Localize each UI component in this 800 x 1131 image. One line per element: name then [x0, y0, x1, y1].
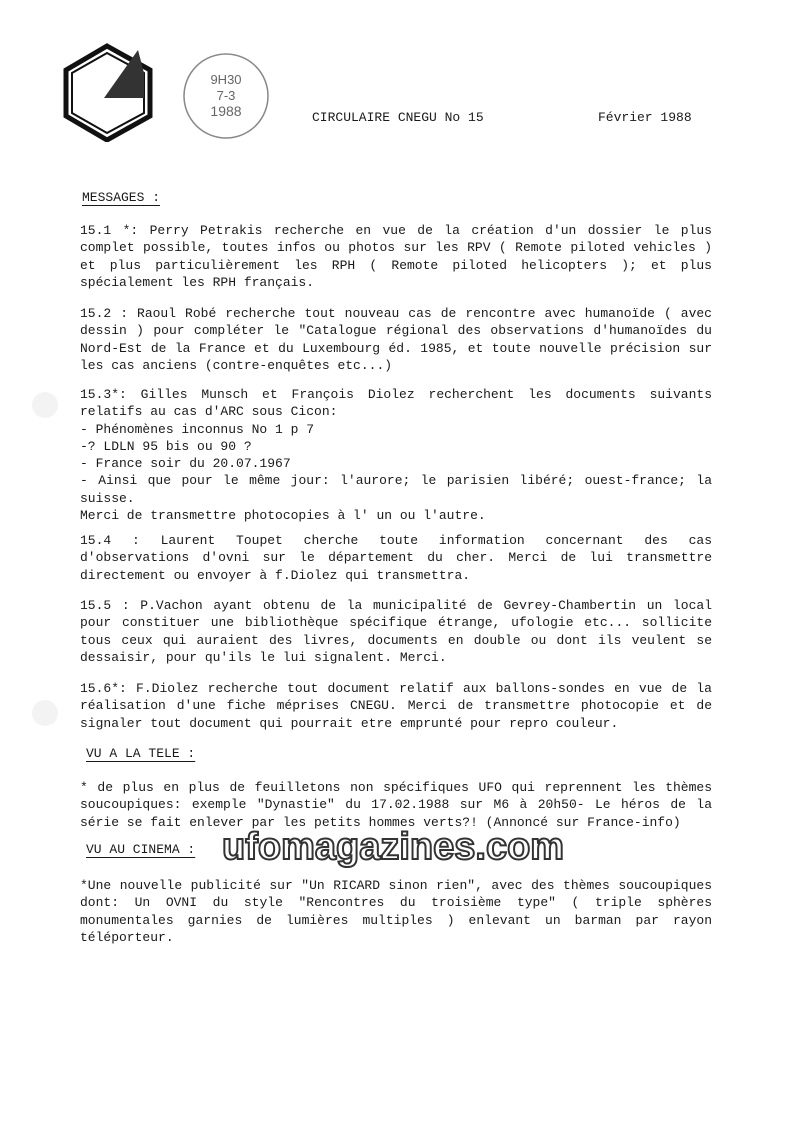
message-15-2 — [80, 305, 712, 374]
watermark: ufomagazines.com — [222, 826, 565, 868]
line: 15.6*: F.Diolez recherche tout document relatif aux ballons-sondes en vue de la — [80, 681, 712, 696]
line: monumentales garnies de lumières multiples ) enlevant un barman par rayon — [80, 912, 712, 928]
cinema-paragraph — [80, 877, 712, 946]
message-15-6 — [80, 680, 712, 732]
stamp-year: 1988 — [210, 103, 242, 119]
line: 15.2 : Raoul Robé recherche tout nouveau cas de rencontre avec humanoïde ( avec — [80, 306, 712, 321]
circular-title: CIRCULAIRE CNEGU No 15 — [312, 110, 484, 125]
line: Nord-Est de la France et du Luxembourg éd. 1985, et toute nouvelle précision sur — [80, 340, 712, 356]
tele-paragraph — [80, 779, 712, 831]
line: soucoupiques: exemple "Dynastie" du 17.02.1988 sur M6 à 20h50- Le héros de la — [80, 797, 712, 813]
message-15-1 — [80, 222, 712, 291]
line: -? LDLN 95 bis ou 90 ? — [80, 438, 252, 454]
line: les cas anciens (contre-enquêtes etc...) — [80, 357, 393, 373]
section-cinema: VU AU CINEMA : — [86, 842, 196, 857]
circular-date: Février 1988 — [598, 110, 692, 125]
message-15-4 — [80, 532, 712, 584]
line: Merci de transmettre photocopies à l' un ou l'autre. — [80, 508, 486, 524]
line: dessin ) pour compléter le "Catalogue régional des observations d'humanoïdes du — [80, 323, 712, 339]
line: d'observations d'ovni sur le département du cher. Merci de lui transmettre — [80, 550, 712, 566]
line: réalisation d'une fiche méprises CNEGU. Merci de transmettre photocopie et de — [80, 698, 712, 714]
line: 15.4 : Laurent Toupet cherche toute information concernant des cas — [80, 533, 712, 548]
stamp-date: 7-3 — [216, 88, 236, 103]
line: directement ou envoyer à f.Diolez qui transmettra. — [80, 567, 471, 583]
section-tele: VU A LA TELE : — [86, 746, 196, 761]
line: 15.5 : P.Vachon ayant obtenu de la municipalité de Gevrey-Chambertin un local — [80, 598, 712, 613]
cnegu-logo — [62, 42, 162, 142]
punch-hole — [32, 700, 58, 726]
line: tous ceux qui auraient des livres, documents en double ou dont ils veulent se — [80, 632, 712, 648]
punch-hole — [32, 392, 58, 418]
line: relatifs au cas d'ARC sous Cicon: — [80, 404, 338, 420]
line: - Phénomènes inconnus No 1 p 7 — [80, 421, 315, 437]
line: dont: Un OVNI du style "Rencontres du troisième type" ( triple sphères — [80, 895, 712, 911]
line: 15.3*: Gilles Munsch et François Diolez recherchent les documents suivants — [80, 387, 712, 402]
line: spécialement les RPH français. — [80, 274, 315, 290]
line: complet possible, toutes infos ou photos sur les RPV ( Remote piloted vehicles ) — [80, 240, 712, 256]
line: suisse. — [80, 490, 135, 506]
line: 15.1 *: Perry Petrakis recherche en vue de la création d'un dossier le plus — [80, 223, 712, 238]
line: et plus particulièrement les RPH ( Remote piloted helicopters ); et plus — [80, 257, 712, 273]
line: signaler tout document qui pourrait etre emprunté pour repro couleur. — [80, 715, 619, 731]
line: *Une nouvelle publicité sur "Un RICARD sinon rien", avec des thèmes soucoupiques — [80, 878, 712, 893]
postmark-stamp — [180, 50, 272, 142]
message-15-5 — [80, 597, 712, 666]
message-15-3 — [80, 386, 712, 524]
line: pour constituer une bibliothèque spécifique étrange, ufologie etc... sollicite — [80, 615, 712, 631]
stamp-time: 9H30 — [210, 72, 242, 87]
line: * de plus en plus de feuilletons non spécifiques UFO qui reprennent les thèmes — [80, 780, 712, 795]
line: - Ainsi que pour le même jour: l'aurore; le parisien libéré; ouest-france; la — [80, 473, 712, 489]
line: - France soir du 20.07.1967 — [80, 456, 291, 472]
section-messages: MESSAGES : — [82, 190, 161, 205]
line: téléporteur. — [80, 929, 174, 945]
line: série se fait enlever par les petits hommes verts?! (Annoncé sur France-info) — [80, 814, 681, 830]
line: dessaisir, pour qu'ils le lui signalent. Merci. — [80, 649, 447, 665]
